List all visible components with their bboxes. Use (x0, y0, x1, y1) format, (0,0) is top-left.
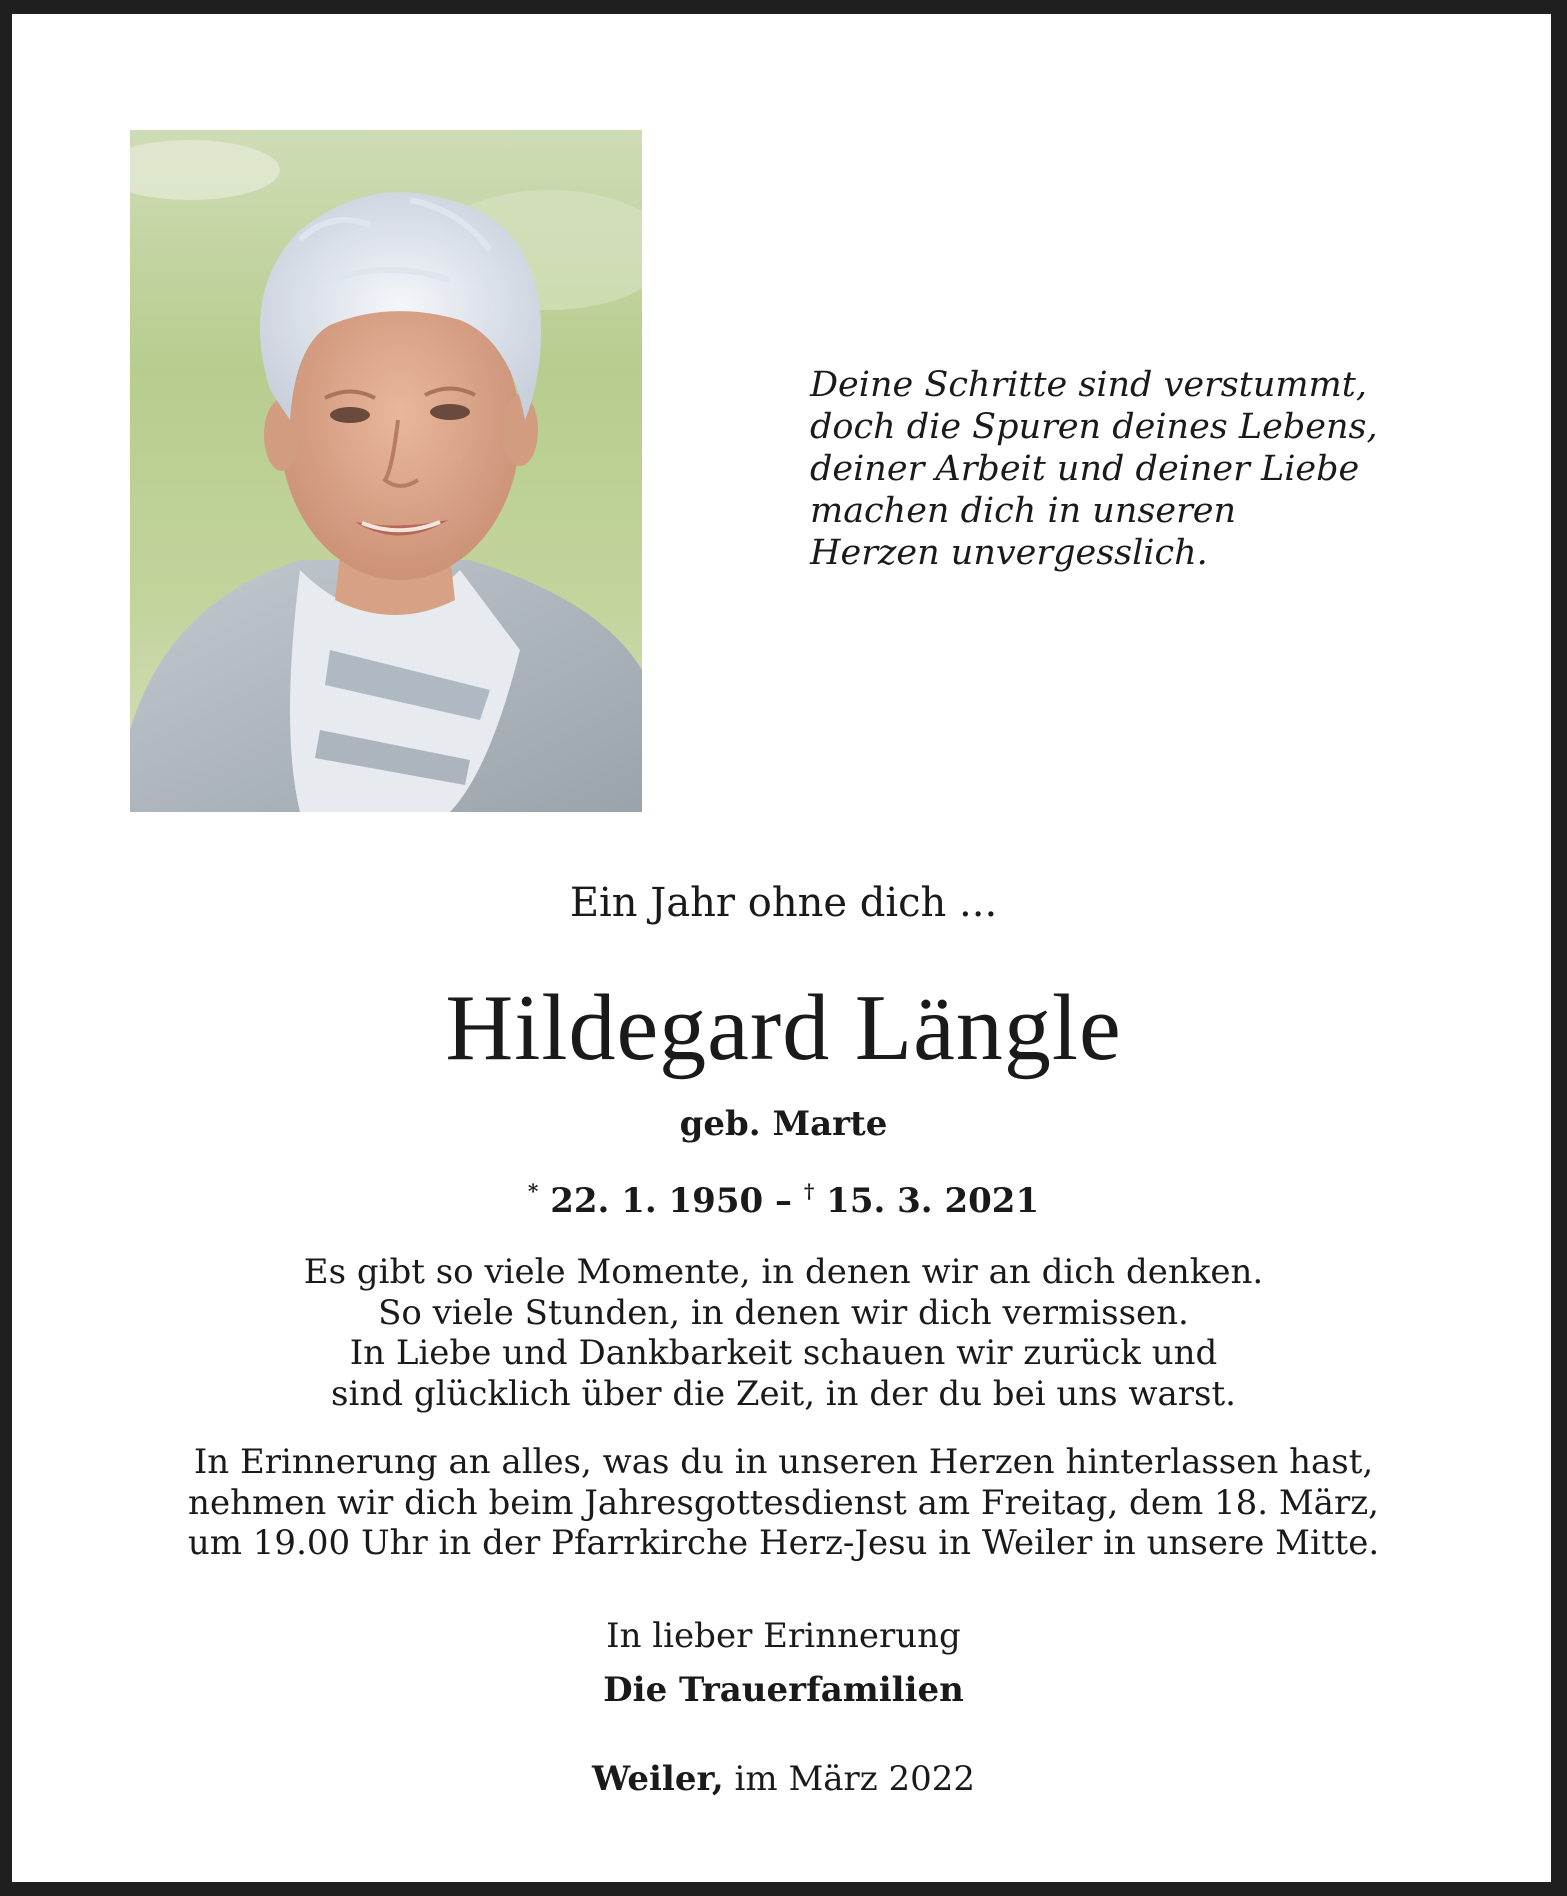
death-symbol: † (803, 1179, 815, 1203)
paragraph-line: um 19.00 Uhr in der Pfarrkirche Herz-Jesu in Weiler in unsere Mitte. (187, 1523, 1380, 1563)
family-signature: Die Trauerfamilien (603, 1670, 964, 1710)
place-date (0, 1755, 1567, 1803)
paragraph-line: So viele Stunden, in denen wir dich vermissen. (378, 1292, 1189, 1333)
paragraph-service (0, 1442, 1567, 1564)
paragraph-line: nehmen wir dich beim Jahresgottesdienst am Freitag, dem 18. März, (188, 1482, 1379, 1523)
portrait-photo (130, 130, 642, 812)
quote-line: machen dich in unseren (810, 491, 1237, 531)
memorial-quote (810, 364, 1378, 574)
quote-line: Deine Schritte sind verstummt, (810, 365, 1367, 405)
place-date-text: im März 2022 (734, 1759, 976, 1799)
intro-line: Ein Jahr ohne dich ... (569, 880, 998, 926)
life-dates (0, 1166, 1567, 1226)
paragraph-line: sind glücklich über die Zeit, in der du bei uns warst. (331, 1373, 1236, 1414)
quote-line: doch die Spuren deines Lebens, (810, 407, 1378, 447)
birth-name: geb. Marte (679, 1104, 888, 1144)
quote-line: Herzen unvergesslich. (810, 533, 1208, 573)
portrait-image (130, 130, 642, 812)
birth-symbol: * (527, 1179, 539, 1203)
birth-date: 22. 1. 1950 (550, 1181, 764, 1221)
paragraph-line: Es gibt so viele Momente, in denen wir an dich denken. (303, 1252, 1264, 1292)
paragraph-line: In Liebe und Dankbarkeit schauen wir zurück und (349, 1333, 1218, 1373)
date-separator: – (775, 1181, 792, 1221)
death-date: 15. 3. 2021 (826, 1181, 1040, 1221)
quote-line: deiner Arbeit und deiner Liebe (810, 449, 1360, 489)
deceased-name: Hildegard Längle (445, 976, 1122, 1080)
closing-line: In lieber Erinnerung (606, 1616, 961, 1656)
paragraph-line: In Erinnerung an alles, was du in unseren Herzen hinterlassen hast, (193, 1442, 1374, 1482)
paragraph-remembrance (0, 1252, 1567, 1414)
place-town: Weiler, (591, 1759, 724, 1799)
